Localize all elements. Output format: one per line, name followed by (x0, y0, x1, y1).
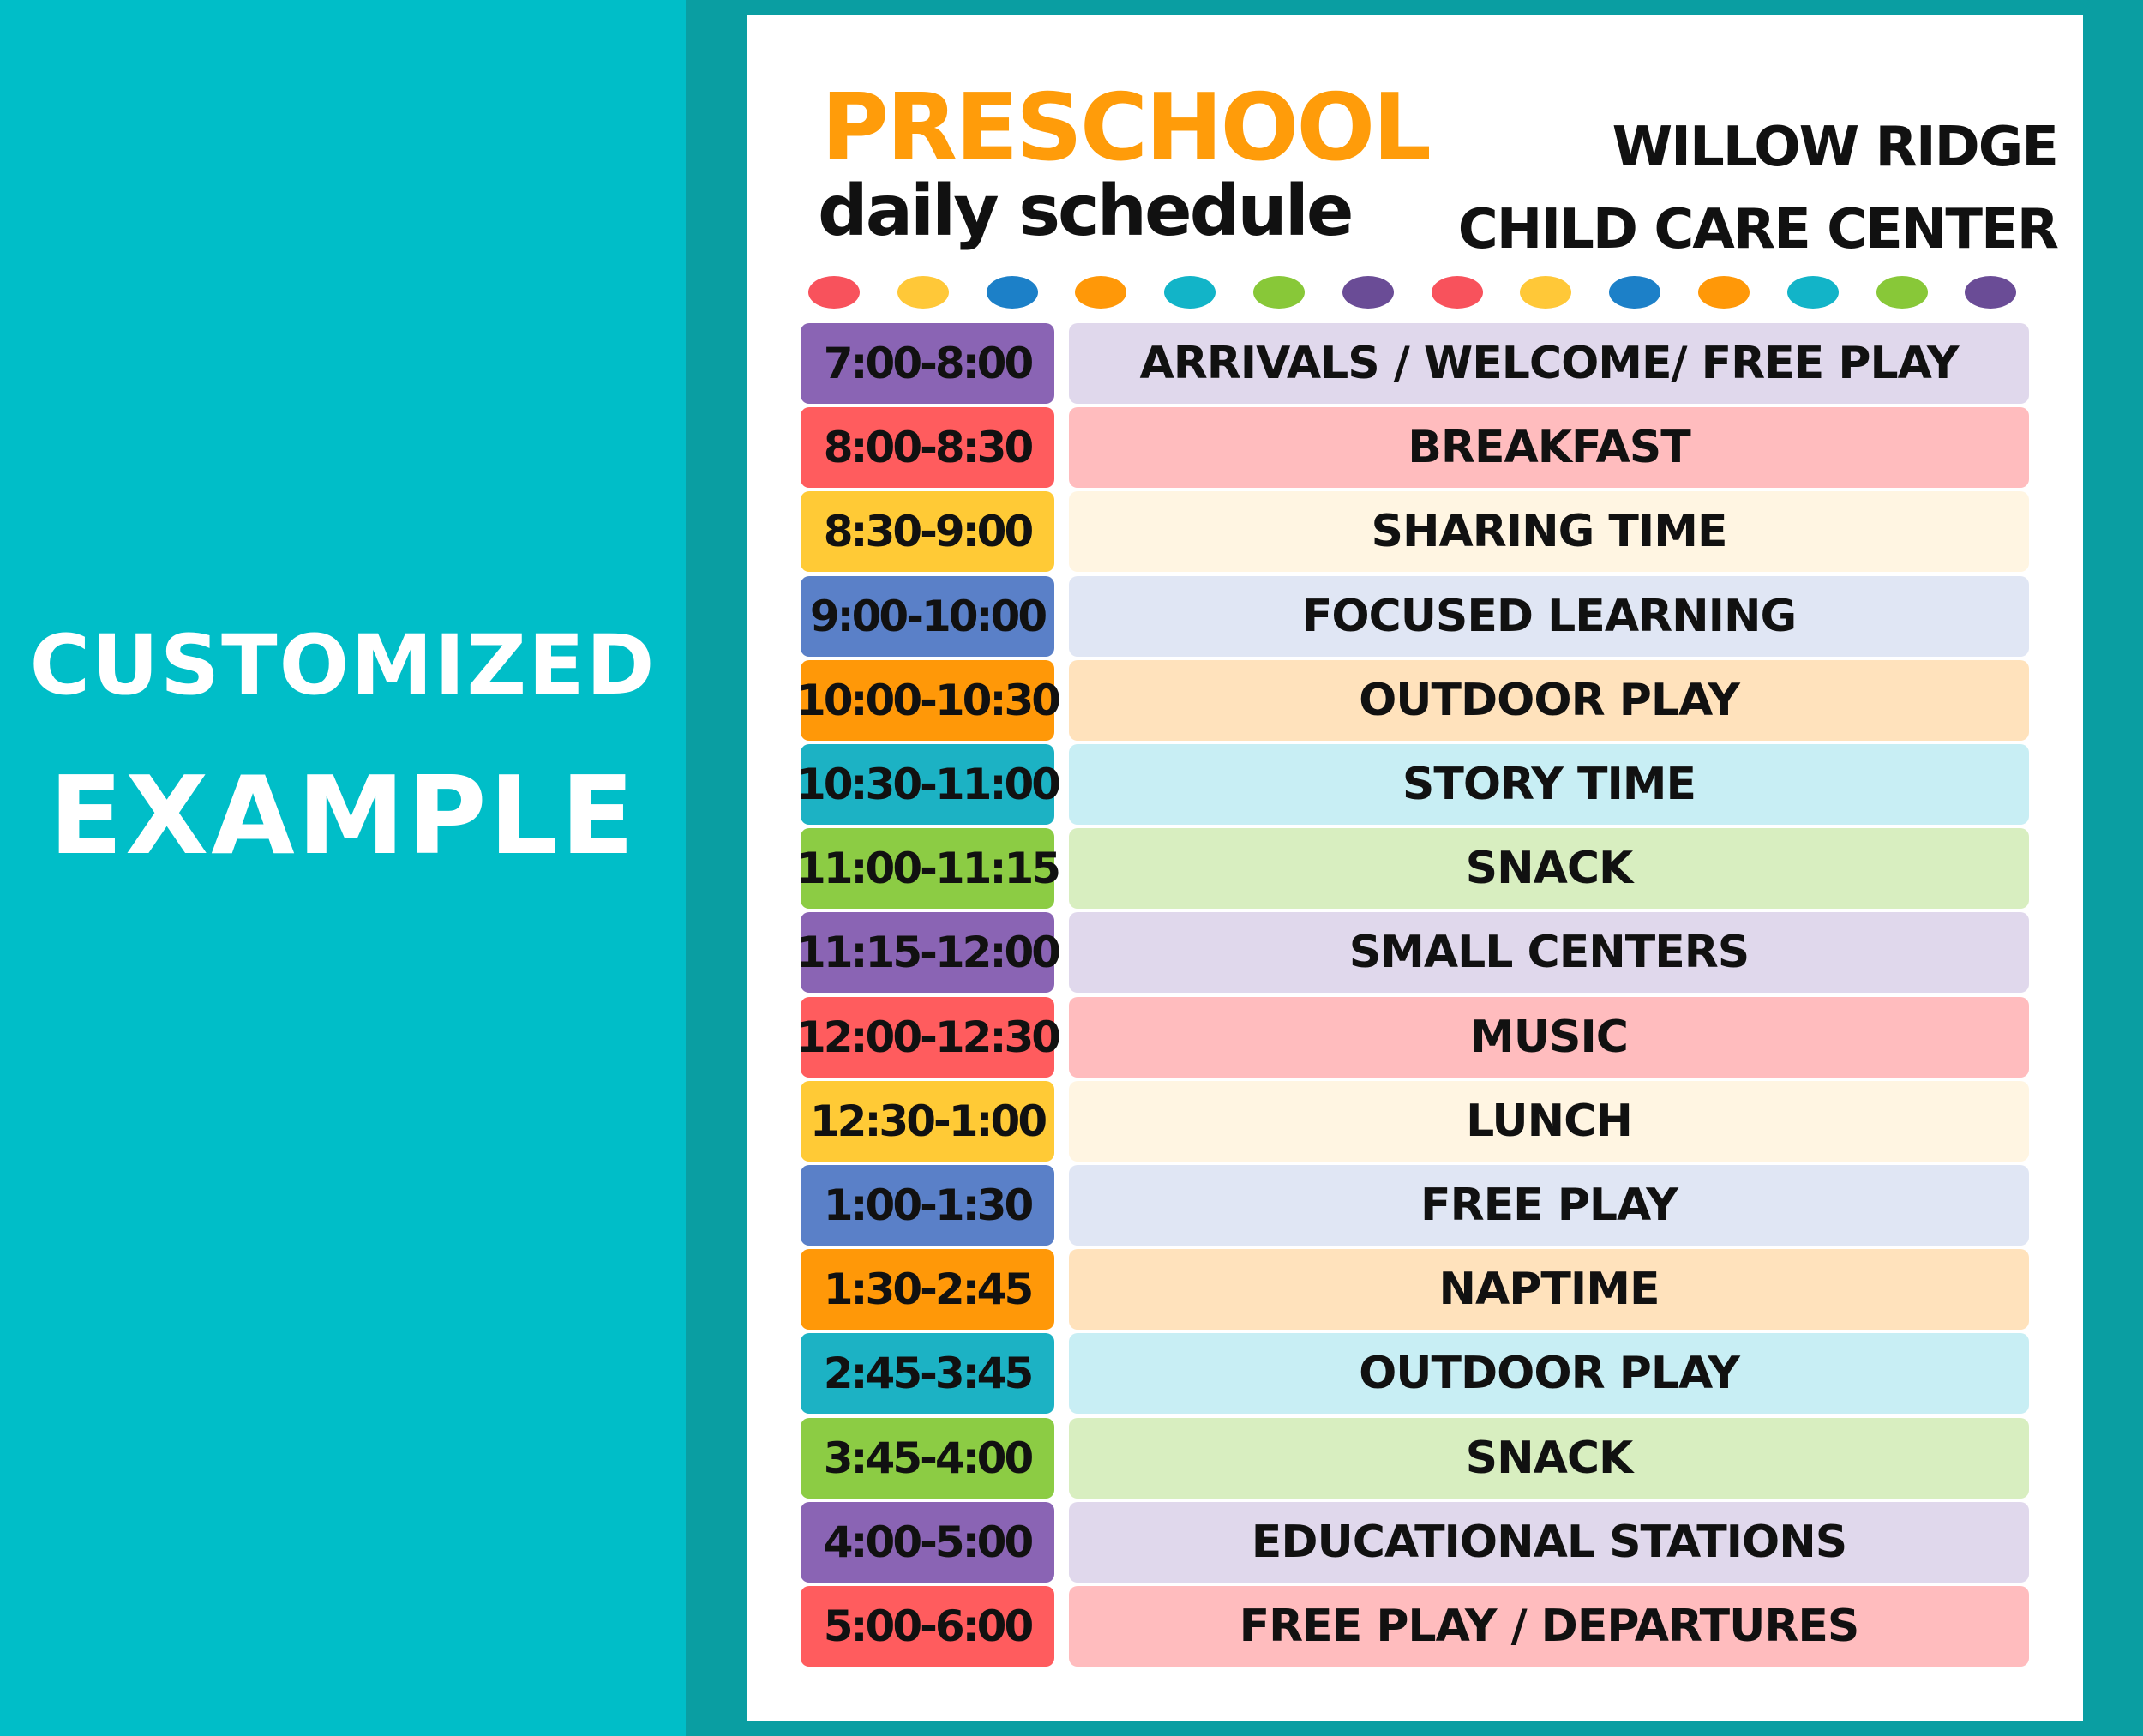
page-subtitle: daily schedule (818, 171, 1352, 252)
activity-cell: FREE PLAY (1069, 1165, 2029, 1246)
color-dot (1609, 276, 1660, 309)
time-cell: 10:30-11:00 (801, 744, 1054, 825)
time-cell: 9:00-10:00 (801, 576, 1054, 657)
activity-cell: ARRIVALS / WELCOME/ FREE PLAY (1069, 323, 2029, 404)
color-dot (1698, 276, 1750, 309)
center-name-line2: CHILD CARE CENTER (1457, 198, 2057, 261)
left-panel (0, 0, 686, 1736)
color-dot (1342, 276, 1394, 309)
color-dot (1965, 276, 2016, 309)
color-dot (1520, 276, 1571, 309)
time-cell: 5:00-6:00 (801, 1586, 1054, 1667)
color-dot (1253, 276, 1305, 309)
time-cell: 11:15-12:00 (801, 912, 1054, 993)
color-dot (897, 276, 949, 309)
activity-cell: NAPTIME (1069, 1249, 2029, 1330)
side-label-line1: CUSTOMIZED (29, 617, 657, 713)
time-cell: 1:00-1:30 (801, 1165, 1054, 1246)
time-cell: 4:00-5:00 (801, 1502, 1054, 1583)
color-dot (1432, 276, 1483, 309)
activity-cell: OUTDOOR PLAY (1069, 660, 2029, 741)
time-cell: 3:45-4:00 (801, 1418, 1054, 1499)
time-cell: 8:00-8:30 (801, 407, 1054, 488)
activity-cell: SNACK (1069, 828, 2029, 909)
center-name-line1: WILLOW RIDGE (1612, 116, 2057, 179)
activity-cell: OUTDOOR PLAY (1069, 1333, 2029, 1414)
time-cell: 12:30-1:00 (801, 1081, 1054, 1162)
time-cell: 2:45-3:45 (801, 1333, 1054, 1414)
color-dot (1787, 276, 1839, 309)
activity-cell: MUSIC (1069, 997, 2029, 1078)
activity-cell: SNACK (1069, 1418, 2029, 1499)
activity-cell: LUNCH (1069, 1081, 2029, 1162)
time-cell: 7:00-8:00 (801, 323, 1054, 404)
color-dot (987, 276, 1038, 309)
color-dot (808, 276, 860, 309)
activity-cell: SMALL CENTERS (1069, 912, 2029, 993)
time-cell: 10:00-10:30 (801, 660, 1054, 741)
activity-cell: FREE PLAY / DEPARTURES (1069, 1586, 2029, 1667)
activity-cell: FOCUSED LEARNING (1069, 576, 2029, 657)
time-cell: 8:30-9:00 (801, 491, 1054, 572)
time-cell: 1:30-2:45 (801, 1249, 1054, 1330)
activity-cell: STORY TIME (1069, 744, 2029, 825)
color-dot (1164, 276, 1216, 309)
color-dot (1876, 276, 1928, 309)
side-label-line2: EXAMPLE (49, 753, 637, 879)
time-cell: 12:00-12:30 (801, 997, 1054, 1078)
activity-cell: EDUCATIONAL STATIONS (1069, 1502, 2029, 1583)
time-cell: 11:00-11:15 (801, 828, 1054, 909)
activity-cell: SHARING TIME (1069, 491, 2029, 572)
color-dot (1075, 276, 1126, 309)
activity-cell: BREAKFAST (1069, 407, 2029, 488)
page-title: PRESCHOOL (821, 75, 1429, 182)
